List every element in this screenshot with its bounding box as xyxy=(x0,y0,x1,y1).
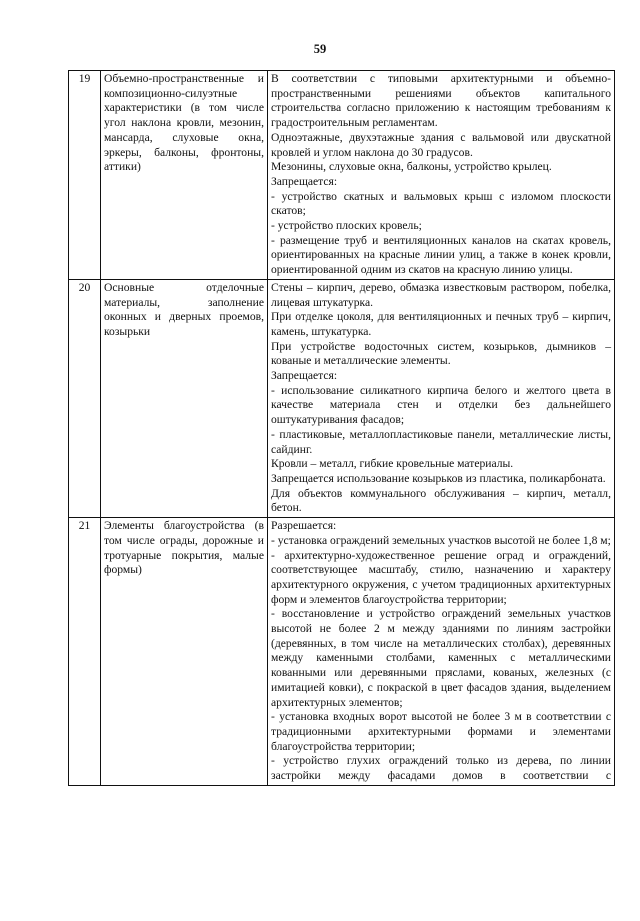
row-description xyxy=(268,279,615,517)
table-row xyxy=(69,71,615,280)
regulations-table xyxy=(68,70,615,786)
row-number: 20 xyxy=(69,279,101,517)
description-line: Мезонины, слуховые окна, балконы, устройство крылец. xyxy=(271,160,552,174)
row-name: Объемно-пространственные и композиционно-силуэтные характеристики (в том числе угол наклона кровли, мезонин, мансарда, слуховые окна, эркеры, балконы, фронтоны, аттики) xyxy=(101,71,268,280)
row-number: 19 xyxy=(69,71,101,280)
page-number: 59 xyxy=(313,42,327,56)
description-line: - размещение труб и вентиляционных каналов на скатах кровель, ориентированных на красные линии улиц, а также в конек кровли, ориентированной одним из скатов на красную линию улицы. xyxy=(271,233,611,277)
description-line: - устройство глухих ограждений только из дерева, по линии застройки между фасадами домов в соответствии с xyxy=(271,754,611,783)
description-line: Одноэтажные, двухэтажные здания с вальмовой или двускатной кровлей и углом наклона до 30 градусов. xyxy=(271,130,611,159)
description-line: Стены – кирпич, дерево, обмазка известковым раствором, побелка, лицевая штукатурка. xyxy=(271,280,611,309)
description-line: Запрещается использование козырьков из пластика, поликарбоната. xyxy=(271,471,606,485)
description-line: - устройство скатных и вальмовых крыш с изломом плоскости скатов; xyxy=(271,189,611,218)
table-row xyxy=(69,518,615,786)
description-line: Запрещается: xyxy=(271,369,338,383)
description-line: Для объектов коммунального обслуживания – кирпич, металл, бетон. xyxy=(271,486,611,515)
description-line: Запрещается: xyxy=(271,174,338,188)
description-line: - пластиковые, металлопластиковые панели, металлические листы, сайдинг. xyxy=(271,427,611,456)
description-line: При устройстве водосточных систем, козырьков, дымников – кованые и металлические элементы. xyxy=(271,339,611,368)
row-name: Основные отделочные материалы, заполнение оконных и дверных проемов, козырьки xyxy=(101,279,268,517)
description-line: - устройство плоских кровель; xyxy=(271,219,422,233)
description-line: - восстановление и устройство ограждений земельных участков высотой не более 2 м между зданиями по линиям застройки (деревянных, в том числе на металлических столбах), деревянных между каменными столбами, каменных с металлическими кованными или деревянными пряслами, кованых, железных (с имитацией ковки), с покраской в цвет фасадов здания, выделением архитектурных элементов; xyxy=(271,607,611,709)
description-line: Разрешается: xyxy=(271,519,337,533)
description-line: В соответствии с типовыми архитектурными и объемно-пространственными решениями объектов капитального строительства согласно приложению к настоящим требованиям к градостроительным регламентам. xyxy=(271,72,611,130)
description-line: - использование силикатного кирпича белого и желтого цвета в качестве материала стен и отделки без дальнейшего оштукатуривания фасадов; xyxy=(271,383,611,427)
description-line: - установка входных ворот высотой не более 3 м в соответствии с традиционными архитектурными формами и элементами благоустройства территории; xyxy=(271,710,611,753)
description-line: - установка ограждений земельных участков высотой не более 1,8 м; xyxy=(271,533,611,547)
row-number: 21 xyxy=(69,518,101,786)
description-line: - архитектурно-художественное решение оград и ограждений, соответствующее масштабу, стилю, назначению и характеру архитектурного окружения, с учетом традиционных архитектурных форм и элементов благоустройства территории; xyxy=(271,548,611,606)
description-line: При отделке цоколя, для вентиляционных и печных труб – кирпич, камень, штукатурка. xyxy=(271,310,611,338)
description-line: Кровли – металл, гибкие кровельные материалы. xyxy=(271,457,514,471)
row-description xyxy=(268,71,615,280)
row-description xyxy=(268,518,615,786)
table-row xyxy=(69,279,615,517)
row-name: Элементы благоустройства (в том числе ограды, дорожные и тротуарные покрытия, малые формы) xyxy=(101,518,268,786)
